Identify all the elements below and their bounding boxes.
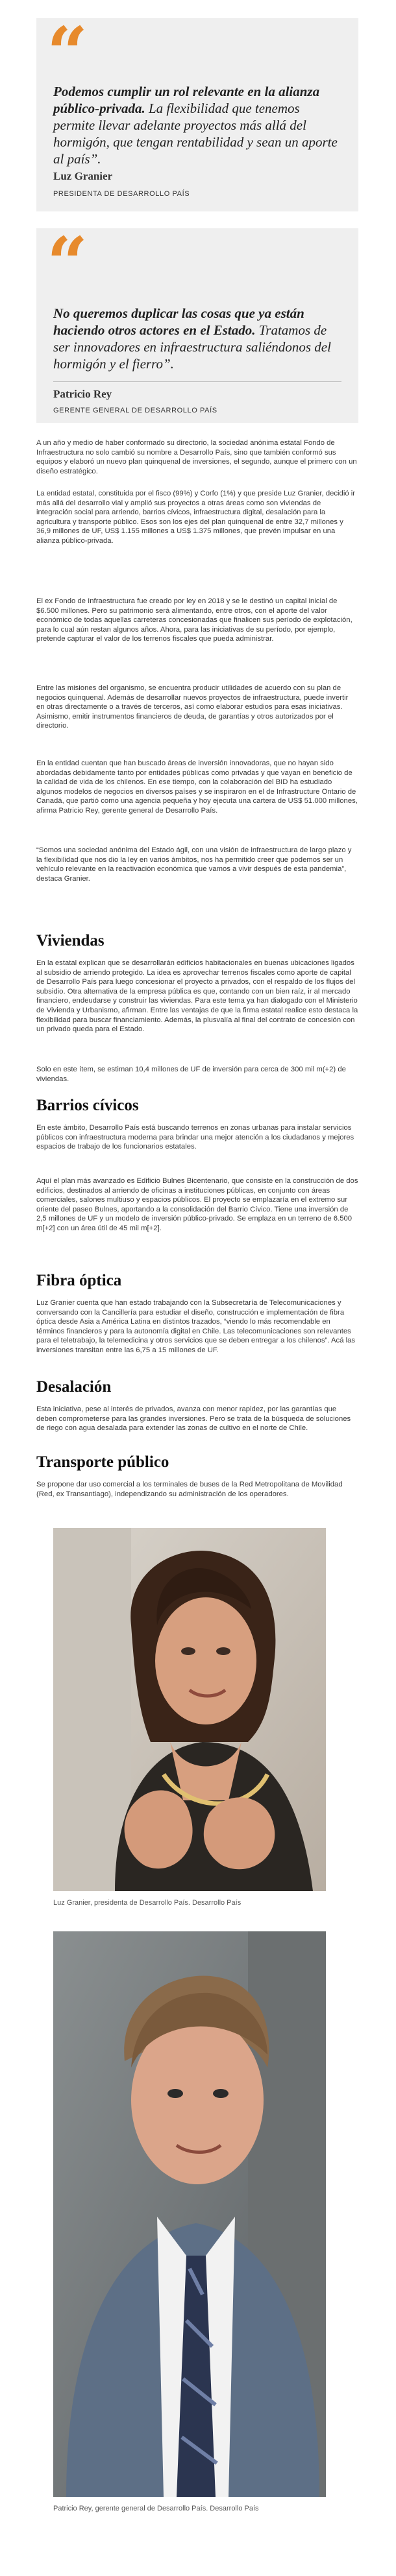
pull-quote-text	[53, 305, 343, 372]
pull-quote-rey	[36, 221, 358, 423]
section-heading-desalacion: Desalación	[36, 1378, 112, 1396]
paragraph: Entre las misiones del organismo, se encuentra producir utilidades de acuerdo con su plan de negocios quinquenal. Además de desarrollar nuevos proyectos de infraestructura, puede invertir en otras directamente o a través de terceros, así como elaborar estudios para esas iniciativas. Asimismo, emitir instrumentos financieros de deuda, de garantías y otros autorizados por el directorio.	[36, 684, 349, 730]
paragraph: La entidad estatal, constituida por el fisco (99%) y Corfo (1%) y que preside Luz Granier, decidió ir más allá del desarrollo vial y amplió sus proyectos a otras áreas como son viviendas de integración social para arriendo, barrios cívicos, infraestructura digital, desalación para la agricultura y transporte público. Esos son los ejes del plan quinquenal de entre 32,7 millones y 36,9 millones de UF, US$ 1.155 millones a US$ 1.375 millones, que prevén impulsar en una alianza público-privada.	[36, 490, 356, 545]
paragraph: Aquí el plan más avanzado es Edificio Bulnes Bicentenario, que consiste en la construcción de dos edificios, destinados al arriendo de oficinas a instituciones públicas, en conjunto con áreas comerciales, salones multiuso y espacios públicos. El proyecto se emplazaría en el extremo sur oriente del paseo Bulnes, aportando a la consolidación del Barrio Cívico. Tiene una inversión de 2,5 millones de UF y un modelo de inversión público-privado. Se emplaza en un terreno de 6.500 m[+2] con un área útil de 45 mil m[+2].	[36, 1177, 358, 1232]
paragraph: A un año y medio de haber conformado su directorio, la sociedad anónima estatal Fondo de Infraestructura no solo cambió su nombre a Desarrollo País, sino que también conformó sus equipos y elaboró un nuevo plan quinquenal de inversiones, el segundo, aunque el primero con un diseño estratégico.	[36, 439, 357, 475]
section-heading-fibra-optica: Fibra óptica	[36, 1272, 122, 1289]
portrait-woman-icon	[53, 1528, 326, 1891]
quote-mark-icon: “	[47, 221, 88, 305]
paragraph: El ex Fondo de Infraestructura fue creado por ley en 2018 y se le destinó un capital inicial de $6.500 millones. Pero su patrimonio será alimentando, entre otros, con el aporte del valor económico de todas aquellas carreteras concesionadas que finalicen sus período de explotación, para lo cual aún restan algunos años. Ahora, para las iniciativas de su período, por ejemplo, pretende capturar el valor de los terrenos fiscales que pueda administrar.	[36, 597, 353, 643]
paragraph: En la estatal explican que se desarrollarán edificios habitacionales en buenas ubicaciones ligados al subsidio de arriendo protegido. La idea es aprovechar terrenos fiscales como aporte de capital de Desarrollo País para luego concesionar el proyecto a privados, con el respaldo de los flujos del subsidio. Otra alternativa de la empresa pública es que, contando con un bien raíz, ir al mercado financiero, endeudarse y construir las viviendas. Para este tema ya han dialogado con el Ministerio de Vivienda y Urbanismo, afirman. Entre las ventajas de que la firma estatal realice esto destaca la flexibilidad para buscar financiamiento. Además, la plusvalía al final del contrato de concesión con un privado queda para el Estado.	[36, 959, 358, 1034]
quote-divider	[53, 381, 341, 382]
section-heading-viviendas: Viviendas	[36, 932, 105, 949]
paragraph: “Somos una sociedad anónima del Estado ágil, con una visión de infraestructura de largo plazo y la flexibilidad que nos dio la ley en varios ámbitos, nos ha permitido creer que podemos ser un vehículo relevante en la reactivación económica que vamos a vivir después de esta pandemia”, destaca Granier.	[36, 846, 352, 883]
paragraph: Se propone dar uso comercial a los terminales de buses de la Red Metropolitana de Movilidad (Red, ex Transantiago), independizando su administración de los operadores.	[36, 1481, 343, 1498]
paragraph: Luz Granier cuenta que han estado trabajando con la Subsecretaría de Telecomunicaciones y conversando con la Cancillería para estudiar el diseño, construcción e implementación de fibra óptica desde Asia a América Latina en distintos trazados, “viendo lo más recomendable en términos financieros y para la autonomía digital en Chile. Las telecomunicaciones son relevantes para el teletrabajo, la telemedicina y otros servicios que se deben entregar a los chilenos”. Acá las inversiones transitan entre las 6,75 a 15 millones de UF.	[36, 1299, 356, 1354]
portrait-man-icon	[53, 1931, 326, 2497]
pull-quote-rest: La flexibilidad que tenemos permite llevar adelante proyectos más allá del hormigón, que tengan rentabilidad y sean un aporte al país”.	[53, 101, 338, 167]
photo-caption: Patricio Rey, gerente general de Desarrollo País. Desarrollo País	[53, 2505, 259, 2512]
section-heading-barrios-civicos: Barrios cívicos	[36, 1097, 139, 1114]
photo-caption: Luz Granier, presidenta de Desarrollo País. Desarrollo País	[53, 1899, 241, 1907]
paragraph: En este ámbito, Desarrollo País está buscando terrenos en zonas urbanas para instalar servicios públicos con infraestructura moderna para brindar una mejor atención a los ciudadanos y mejores espacios de trabajo de los funcionarios estatales.	[36, 1124, 354, 1151]
paragraph: Esta iniciativa, pese al interés de privados, avanza con menor rapidez, por las garantías que deben comprometerse para las grandes inversiones. Pero se trata de la búsqueda de soluciones de riego con agua desalada para extender las zonas de cultivo en el norte de Chile.	[36, 1405, 351, 1433]
pull-quote-rest: Tratamos de ser innovadores en infraestructura saliéndonos del hormigón y el fierro”.	[53, 322, 331, 372]
photo-luz-granier	[53, 1528, 326, 1891]
section-heading-transporte-publico: Transporte público	[36, 1453, 169, 1471]
paragraph: En la entidad cuentan que han buscado áreas de inversión innovadoras, que no hayan sido abordadas debidamente tanto por entidades públicas como privadas y que vayan en beneficio de la calidad de vida de los chilenos. En ese tiempo, con la colaboración del BID ha estudiado algunos modelos de negocios en diversos países y se inspiraron en el de Infrastructure Ontario de Canadá, que partió como una agencia pequeña y hoy ejecuta una cartera de US$ 51.000 millones, afirma Patricio Rey, gerente general de Desarrollo País.	[36, 759, 358, 815]
pull-quote-bold: Podemos cumplir un rol relevante en la alianza público-privada.	[53, 84, 320, 116]
paragraph: Solo en este ítem, se estiman 10,4 millones de UF de inversión para cerca de 300 mil m(+2) de viviendas.	[36, 1066, 346, 1083]
quote-author-role: GERENTE GENERAL DE DESARROLLO PAÍS	[53, 407, 217, 414]
quote-author-role: PRESIDENTA DE DESARROLLO PAÍS	[53, 190, 190, 198]
quote-mark-icon: “	[47, 11, 88, 95]
pull-quote-text	[53, 83, 343, 167]
quote-author: Luz Granier	[53, 170, 113, 182]
photo-patricio-rey	[53, 1931, 326, 2497]
pull-quote-bold: No queremos duplicar las cosas que ya están haciendo otros actores en el Estado.	[53, 305, 304, 338]
quote-author: Patricio Rey	[53, 388, 112, 400]
pull-quote-granier	[36, 11, 358, 211]
